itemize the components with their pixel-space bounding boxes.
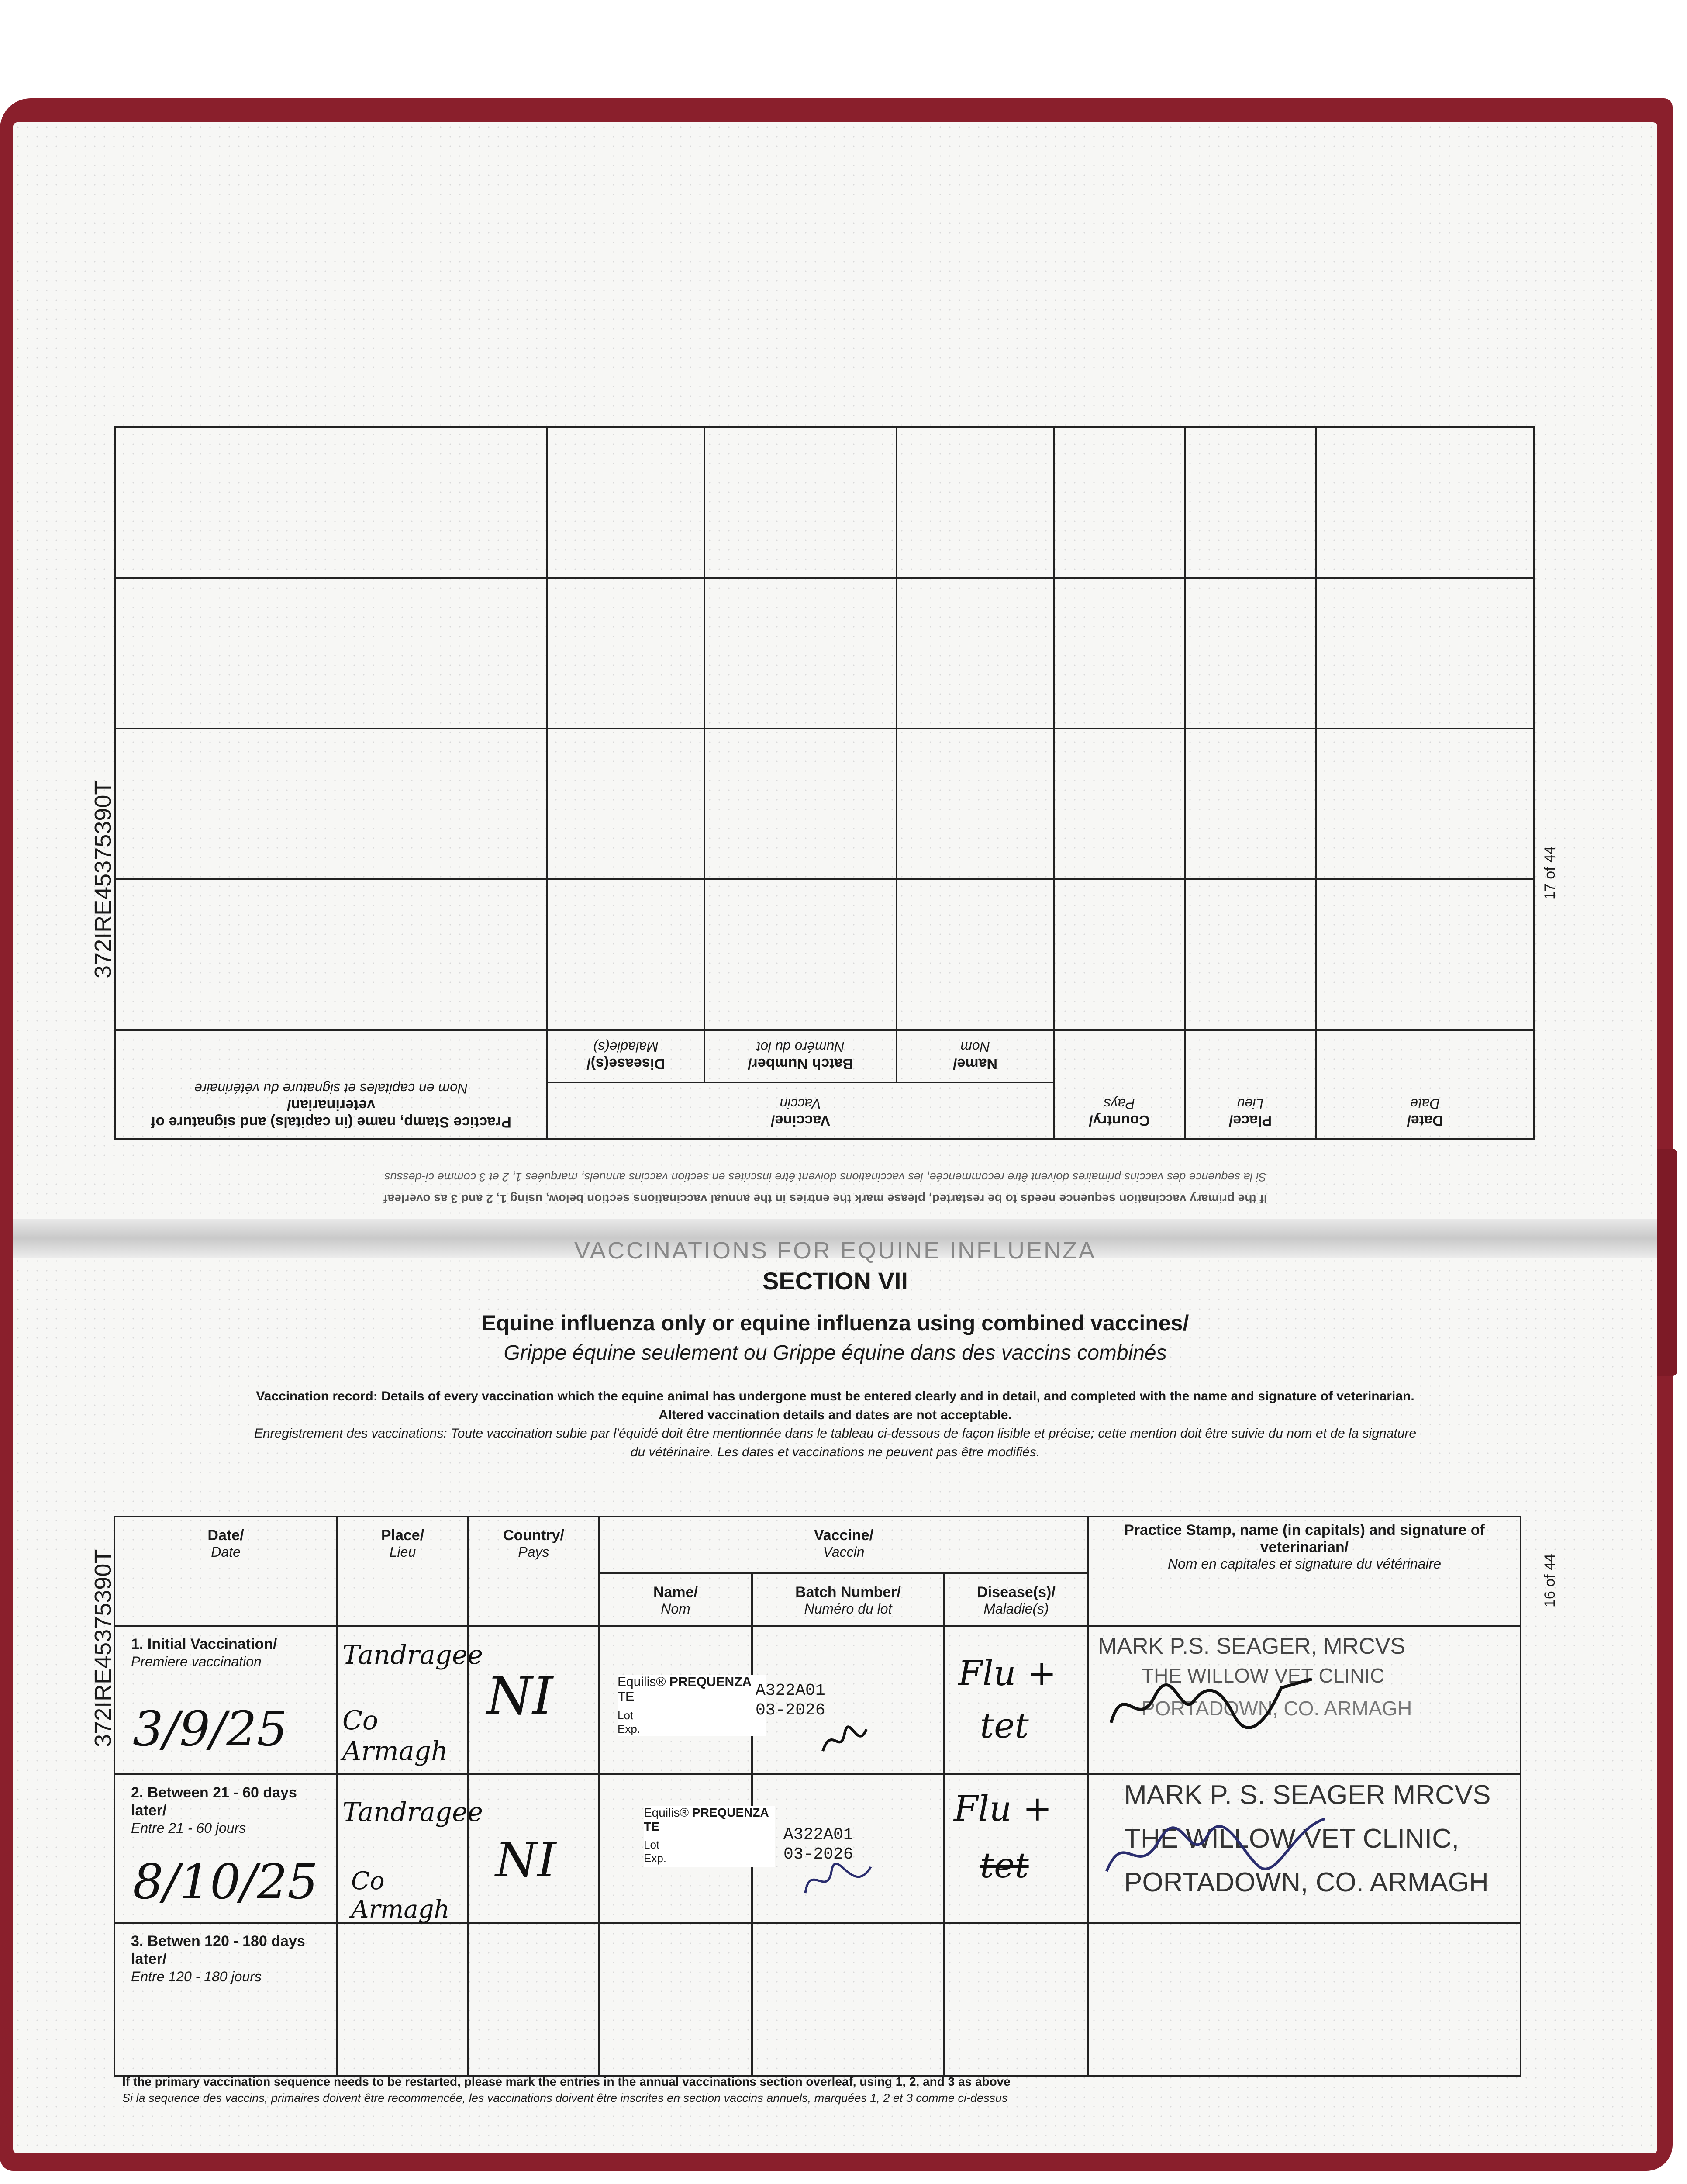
batch-cell-row3[interactable] <box>752 1923 944 2076</box>
country-cell-row1[interactable] <box>468 1626 599 1774</box>
page-number-upper: 17 of 44 <box>1542 846 1558 900</box>
lot-row2: A322A01 <box>783 1825 853 1844</box>
header-practice-stamp: Practice Stamp, name (in capitals) and signature of veterinarian/ Nom en capitales et signature du vétérinaire <box>1088 1517 1521 1626</box>
upper-cell[interactable] <box>1316 729 1534 879</box>
vaccine-sticker-row2: Equilis® PREQUENZA TE Lot Exp. <box>644 1806 775 1867</box>
header-disease: Disease(s)/ Maladie(s) <box>944 1573 1088 1626</box>
upper-page-rotated <box>116 358 1535 1206</box>
vaccine-name-cell-row2[interactable] <box>599 1774 769 1923</box>
upper-header-stamp: Practice Stamp, name (in capitals) and signature of veterinarian/ Nom en capitales et signature du vétérinaire <box>115 1030 547 1139</box>
batch-cell-row2[interactable] <box>752 1774 944 1923</box>
upper-cell[interactable] <box>1185 578 1316 729</box>
upper-header-disease: Disease(s)/ Maladie(s) <box>547 1030 704 1082</box>
upper-cell[interactable] <box>1316 879 1534 1030</box>
upper-cell[interactable] <box>897 427 1054 578</box>
upper-footnote-en: If the primary vaccination sequence needs to be restarted, please mark the entries in the annual vaccinations section below, using 1, 2 and 3 as overleaf <box>383 1192 1267 1206</box>
date-cell-row1[interactable]: 1. Initial Vaccination/ Premiere vaccination 3/9/25 <box>114 1626 337 1774</box>
upper-cell[interactable] <box>547 729 704 879</box>
disease-row2-line1: Flu + <box>954 1788 1052 1829</box>
section-title-fr: Grippe équine seulement ou Grippe équine dans des vaccins combinés <box>504 1341 1167 1365</box>
stamp-cell-row2[interactable] <box>1088 1774 1521 1923</box>
disease-row2-line2: tet <box>980 1845 1029 1886</box>
record-instructions-fr-2: du vétérinaire. Les dates et vaccinations ne peuvent pas être modifiés. <box>630 1445 1040 1459</box>
vaccine-sticker-row1: Equilis® PREQUENZA TE Lot Exp. <box>618 1675 766 1736</box>
lot-label-row2: Lot <box>644 1838 660 1851</box>
table-footnote-en: If the primary vaccination sequence needs to be restarted, please mark the entries in the annual vaccinations section overleaf, using 1, 2, and 3 as above <box>122 2075 1011 2088</box>
table-row <box>114 1774 1521 1923</box>
place-row1-line2: Co Armagh <box>342 1705 448 1766</box>
bleed-title: VACCINATIONS FOR EQUINE INFLUENZA <box>574 1237 1097 1264</box>
disease-row1-line1: Flu + <box>958 1653 1057 1693</box>
upper-cell[interactable] <box>547 879 704 1030</box>
section-title-en: Equine influenza only or equine influenza using combined vaccines/ <box>481 1311 1189 1335</box>
record-instructions-en-2: Altered vaccination details and dates are not acceptable. <box>659 1408 1012 1422</box>
upper-cell[interactable] <box>115 427 547 578</box>
upper-cell[interactable] <box>115 879 547 1030</box>
stamp-row2-line2: THE WILLOW VET CLINIC, <box>1124 1824 1459 1854</box>
date-cell-row3[interactable]: 3. Betwen 120 - 180 days later/ Entre 120 - 180 jours <box>114 1923 337 2076</box>
upper-cell[interactable] <box>1185 427 1316 578</box>
header-date: Date/ Date <box>114 1517 337 1626</box>
vet-signature-row2 <box>1102 1814 1329 1884</box>
vaccine-product-row1: PREQUENZA TE <box>618 1675 752 1704</box>
upper-header-batch: Batch Number/ Numéro du lot <box>704 1030 897 1082</box>
country-row1: NI <box>486 1666 553 1727</box>
vaccine-brand-row1: Equilis <box>618 1675 656 1689</box>
stamp-cell-row1[interactable] <box>1088 1626 1521 1774</box>
upper-cell[interactable] <box>704 578 897 729</box>
upper-header-name: Name/ Nom <box>897 1030 1054 1082</box>
upper-cell[interactable] <box>115 578 547 729</box>
batch-cell-row1[interactable] <box>752 1626 944 1774</box>
vaccine-name-cell-row3[interactable] <box>599 1923 752 2076</box>
upper-cell[interactable] <box>897 879 1054 1030</box>
upper-cell[interactable] <box>897 729 1054 879</box>
upper-header-vaccine: Vaccine/ Vaccin <box>547 1082 1054 1139</box>
date-row1: 3/9/25 <box>133 1701 288 1757</box>
upper-cell[interactable] <box>1316 578 1534 729</box>
vaccination-table <box>114 1516 1521 2077</box>
stamp-row2-line1: MARK P. S. SEAGER MRCVS <box>1124 1780 1491 1810</box>
country-cell-row3[interactable] <box>468 1923 599 2076</box>
initials-signature-row2 <box>801 1854 875 1902</box>
lot-label-row1: Lot <box>618 1709 634 1722</box>
upper-cell[interactable] <box>547 427 704 578</box>
upper-header-place: Place/ Lieu <box>1185 1030 1316 1139</box>
upper-cell[interactable] <box>1185 729 1316 879</box>
document-id-lower: 372IRE45375390T <box>90 1549 116 1747</box>
table-footnote-fr: Si la sequence des vaccins, primaires doivent être recommencée, les vaccinations doivent être inscrites en section vaccins annuels, marquées 1, 2 et 3 comme ci-dessus <box>122 2091 1008 2105</box>
exp-label-row2: Exp. <box>644 1852 667 1865</box>
upper-cell[interactable] <box>704 729 897 879</box>
header-place: Place/ Lieu <box>337 1517 468 1626</box>
initials-signature-row1 <box>818 1721 871 1760</box>
disease-cell-row3[interactable] <box>944 1923 1088 2076</box>
upper-cell[interactable] <box>547 578 704 729</box>
stamp-row1-line2: THE WILLOW VET CLINIC <box>1142 1664 1385 1687</box>
stamp-row1-line1: MARK P.S. SEAGER, MRCVS <box>1098 1634 1406 1659</box>
header-name: Name/ Nom <box>599 1573 752 1626</box>
place-cell-row1[interactable] <box>337 1626 483 1774</box>
vaccine-brand-row2: Equilis <box>644 1806 680 1819</box>
stamp-row1-line3: PORTADOWN, CO. ARMAGH <box>1142 1697 1412 1720</box>
upper-footnote-fr: Si la sequence des vaccins primaires doivent être recommencée, les vaccinations doivent être inscrites en section vaccins annuels, marquées 1, 2 et 3 comme ci-dessus <box>384 1171 1266 1184</box>
vet-signature-row1 <box>1107 1670 1316 1740</box>
place-row2-line2: Co Armagh <box>351 1867 450 1924</box>
disease-cell-row1[interactable] <box>944 1626 1088 1774</box>
stamp-row2-line3: PORTADOWN, CO. ARMAGH <box>1124 1867 1489 1897</box>
date-row2: 8/10/25 <box>133 1854 318 1910</box>
upper-cell[interactable] <box>897 578 1054 729</box>
lot-row1: A322A01 <box>756 1681 825 1700</box>
spine-fold <box>13 1219 1657 1264</box>
stamp-cell-row3[interactable] <box>1088 1923 1521 2076</box>
table-row <box>114 1626 1521 1774</box>
place-cell-row3[interactable] <box>337 1923 468 2076</box>
exp-label-row1: Exp. <box>618 1722 641 1735</box>
header-country: Country/ Pays <box>468 1517 599 1626</box>
date-cell-row2[interactable]: 2. Between 21 - 60 days later/ Entre 21 - 60 jours 8/10/25 <box>114 1774 337 1923</box>
place-row2-line1: Tandragee <box>342 1797 483 1828</box>
section-number: SECTION VII <box>762 1267 908 1295</box>
upper-cell[interactable] <box>704 427 897 578</box>
header-batch: Batch Number/ Numéro du lot <box>752 1573 944 1626</box>
upper-cell[interactable] <box>704 879 897 1030</box>
upper-cell[interactable] <box>1054 578 1185 729</box>
header-vaccine: Vaccine/ Vaccin <box>599 1517 1088 1573</box>
exp-row2: 03-2026 <box>783 1845 853 1864</box>
disease-cell-row2[interactable] <box>944 1774 1088 1923</box>
passport-spread <box>13 122 1657 2153</box>
upper-cell[interactable] <box>1185 879 1316 1030</box>
upper-cell[interactable] <box>1054 879 1185 1030</box>
document-id-upper: 372IRE45375390T <box>90 780 116 978</box>
place-cell-row2[interactable] <box>337 1774 483 1924</box>
upper-header-country: Country/ Pays <box>1054 1030 1185 1139</box>
record-instructions-en: Vaccination record: Details of every vaccination which the equine animal has undergone must be entered clearly and in detail, and completed with the name and signature of veterinarian. <box>256 1389 1414 1403</box>
country-cell-row2[interactable] <box>468 1774 599 1923</box>
upper-cell[interactable] <box>1054 729 1185 879</box>
upper-header-date: Date/ Date <box>1316 1030 1534 1139</box>
country-row2: NI <box>495 1832 556 1888</box>
place-row1-line1: Tandragee <box>342 1640 483 1670</box>
exp-row1: 03-2026 <box>756 1701 825 1720</box>
upper-cell[interactable] <box>1054 427 1185 578</box>
upper-cell[interactable] <box>115 729 547 879</box>
vaccine-name-cell-row1[interactable] <box>599 1626 752 1774</box>
upper-vaccination-table <box>114 426 1535 1140</box>
record-instructions-fr: Enregistrement des vaccinations: Toute vaccination subie par l'équidé doit être mentionnée dans le tableau ci-dessous de façon lisible et précise; cette mention doit être suivie du nom et de la signature <box>254 1426 1417 1441</box>
upper-cell[interactable] <box>1316 427 1534 578</box>
disease-row1-line2: tet <box>980 1705 1029 1746</box>
table-row <box>114 1923 1521 2076</box>
vaccine-product-row2: PREQUENZA TE <box>644 1806 769 1833</box>
page-number-lower: 16 of 44 <box>1542 1554 1558 1607</box>
